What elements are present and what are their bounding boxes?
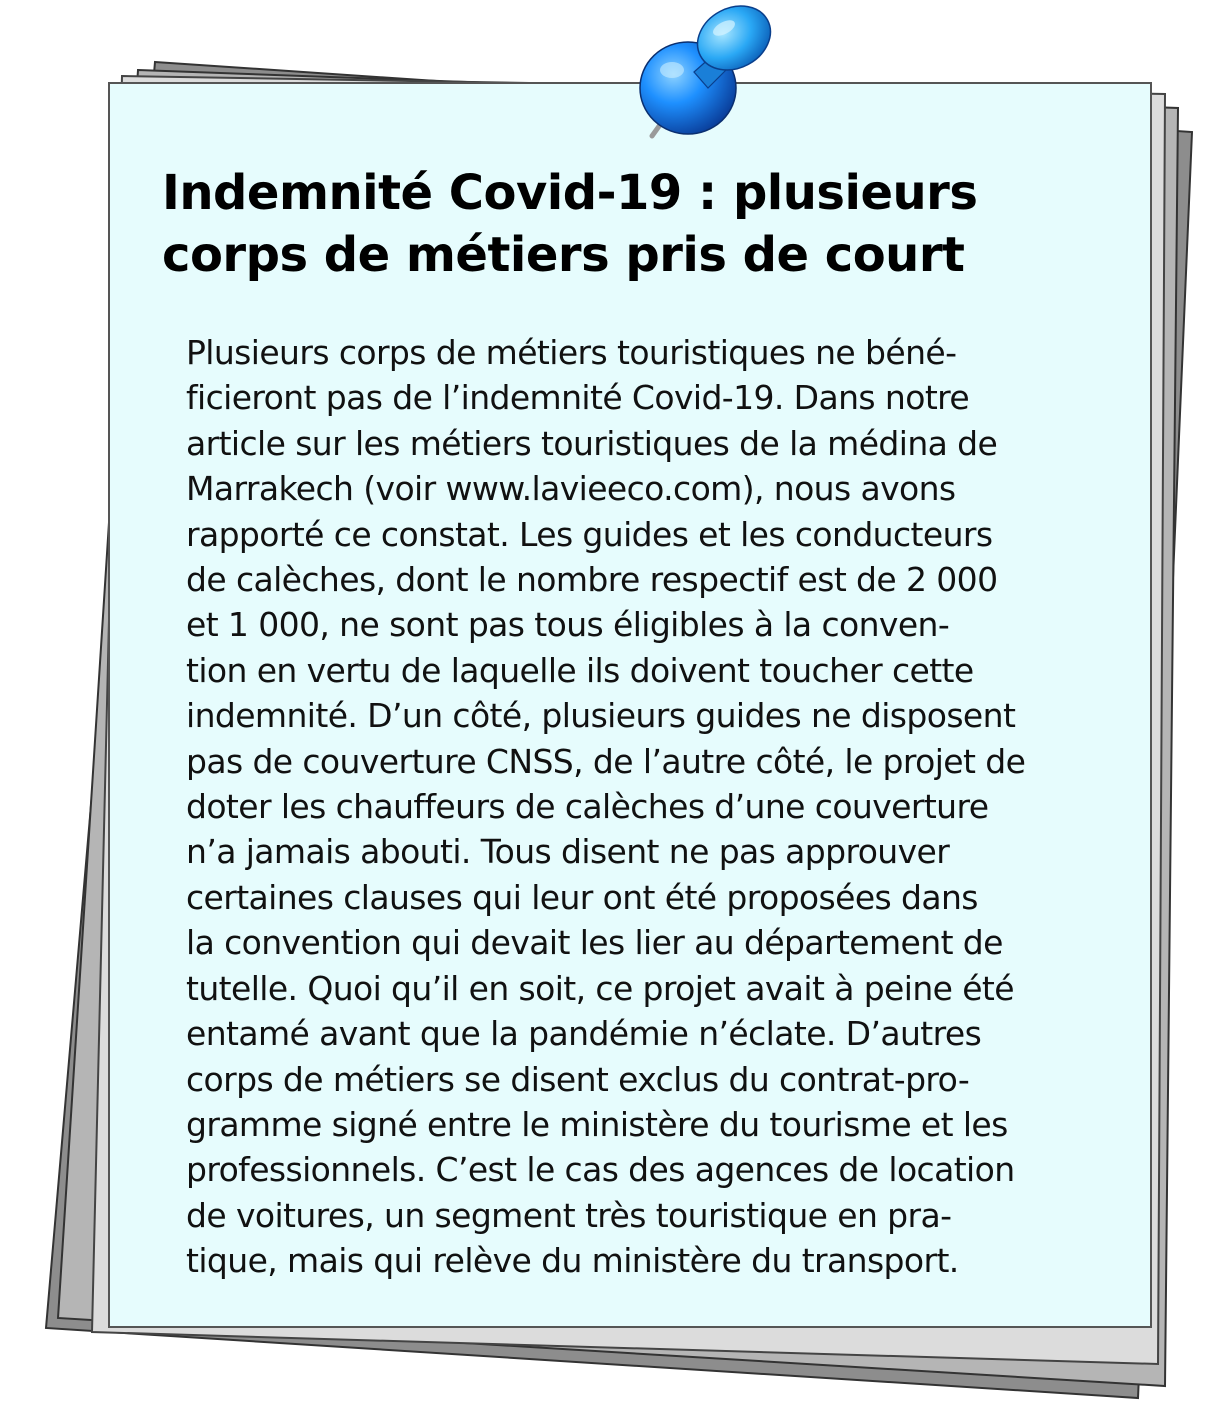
body-line: ficieront pas de l’indemnité Covid-19. Dans notre bbox=[186, 378, 970, 418]
body-line: tique, mais qui relève du ministère du transport. bbox=[186, 1241, 959, 1281]
body-line: rapporté ce constat. Les guides et les conducteurs bbox=[186, 514, 993, 554]
body-line: de calèches, dont le nombre respectif est de 2 000 bbox=[186, 560, 998, 600]
body-line: Plusieurs corps de métiers touristiques ne béné- bbox=[186, 333, 957, 372]
body-line: entamé avant que la pandémie n’éclate. D’autres bbox=[186, 1014, 982, 1054]
body-line: n’a jamais abouti. Tous disent ne pas approuver bbox=[186, 832, 950, 872]
body-line: et 1 000, ne sont pas tous éligibles à la conven- bbox=[186, 605, 950, 645]
body-line: pas de couverture CNSS, de l’autre côté, le projet de bbox=[186, 741, 1026, 781]
body-line: indemnité. D’un côté, plusieurs guides ne disposent bbox=[186, 696, 1016, 736]
body-line: tion en vertu de laquelle ils doivent toucher cette bbox=[186, 650, 974, 690]
body-line: article sur les métiers touristiques de la médina de bbox=[186, 423, 998, 463]
body-line: Marrakech (voir www.lavieeco.com), nous avons bbox=[186, 469, 956, 509]
body-line: tutelle. Quoi qu’il en soit, ce projet avait à peine été bbox=[186, 968, 1014, 1008]
body-line: doter les chauffeurs de calèches d’une couverture bbox=[186, 787, 989, 827]
body-line: la convention qui devait les lier au département de bbox=[186, 923, 1003, 963]
body-line: corps de métiers se disent exclus du contrat-pro- bbox=[186, 1059, 970, 1099]
body-line: certaines clauses qui leur ont été proposées dans bbox=[186, 877, 978, 917]
body-line: gramme signé entre le ministère du tourisme et les bbox=[186, 1104, 1008, 1144]
title-line: corps de métiers pris de court bbox=[162, 227, 965, 283]
article-title bbox=[162, 162, 1122, 286]
note-card bbox=[108, 82, 1152, 1328]
push-pin-icon bbox=[632, 0, 782, 150]
body-line: professionnels. C’est le cas des agences de location bbox=[186, 1150, 1015, 1190]
title-line: Indemnité Covid-19 : plusieurs bbox=[162, 165, 978, 221]
article-body bbox=[186, 330, 1146, 1284]
body-line: de voitures, un segment très touristique en pra- bbox=[186, 1195, 952, 1235]
